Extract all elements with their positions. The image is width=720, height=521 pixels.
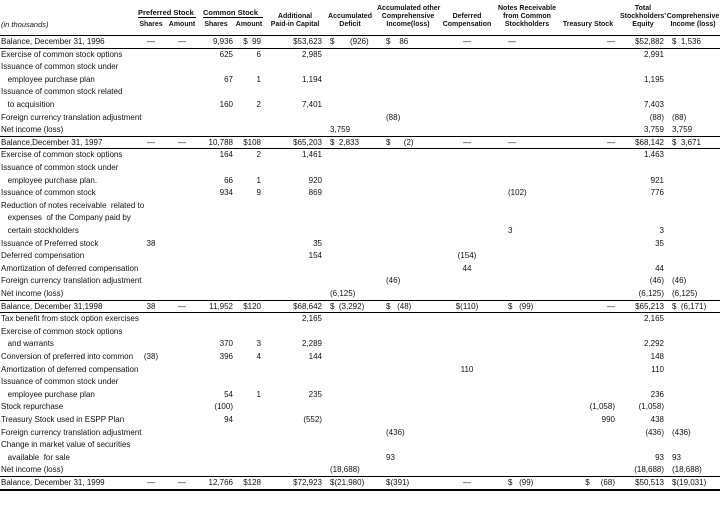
row-label: Exercise of common stock options <box>1 150 123 160</box>
cell-deferred: (154) <box>457 251 477 261</box>
balance-rule-top <box>0 300 720 301</box>
cell-total: 776 <box>650 188 664 198</box>
row-label: certain stockholders <box>1 226 79 235</box>
cell-treasury: — <box>607 301 615 311</box>
balance-rule-top <box>0 136 720 137</box>
col-header-comp-income-line: Comprehensive <box>666 13 720 20</box>
cell-aoci: $ (2) <box>386 137 414 147</box>
col-header-total-line: Stockholders' <box>619 13 666 20</box>
cell-pref-shares: — <box>147 137 155 147</box>
row-label: Issuance of common stock under <box>1 62 119 72</box>
cell-deferred: 110 <box>460 364 474 374</box>
cell-aoci: (436) <box>386 427 405 437</box>
cell-apic: 154 <box>308 251 322 261</box>
cell-deficit: 3,759 <box>330 125 351 135</box>
cell-com-shares: 11,952 <box>209 301 233 311</box>
cell-total: 438 <box>650 415 664 424</box>
row-label: Issuance of common stock under <box>1 377 119 387</box>
cell-deficit: (18,688) <box>330 465 360 475</box>
cell-total: 3,759 <box>643 125 664 135</box>
cell-com-amount: $120 <box>243 301 261 311</box>
cell-com-amount: 6 <box>256 49 261 59</box>
cell-pref-shares: 38 <box>146 238 156 248</box>
cell-com-shares: 370 <box>219 339 233 349</box>
col-header-aoci-line: Income(loss) <box>386 21 430 28</box>
cell-comp-income: (18,688) <box>672 465 702 475</box>
cell-total: 2,991 <box>643 49 664 59</box>
cell-com-amount: $ 99 <box>243 37 261 46</box>
cell-comp-income: $(19,031) <box>672 478 707 487</box>
cell-total: $52,882 <box>635 37 664 46</box>
cell-pref-shares: 38 <box>146 301 156 311</box>
row-label: to acquisition <box>1 100 55 109</box>
cell-total: (436) <box>645 427 664 437</box>
cell-total: 110 <box>651 364 664 374</box>
row-label: and warrants <box>1 339 54 349</box>
cell-apic: 1,461 <box>301 150 322 160</box>
col-header-deferred <box>440 13 494 29</box>
cell-apic: $65,203 <box>293 137 322 147</box>
balance-row-label: Balance, December 31, 1999 <box>1 478 105 487</box>
row-label: employee purchase plan. <box>1 175 98 185</box>
cell-notes: $ (99) <box>508 478 534 487</box>
balance-row-label: Balance, December 31,1998 <box>1 301 103 311</box>
row-label: Foreign currency translation adjustment <box>1 112 142 122</box>
group-underline-common <box>203 17 263 18</box>
col-header-apic <box>266 13 324 29</box>
col-header-deficit-line: Accumulated <box>328 13 372 20</box>
col-header-treasury-line: Treasury Stock <box>562 21 614 28</box>
row-label: employee purchase plan <box>1 74 95 84</box>
cell-total: $68,142 <box>635 137 664 147</box>
balance-rule-top <box>0 476 720 477</box>
cell-apic: $53,623 <box>293 37 322 46</box>
col-header-aoci-line: Accumulated other <box>377 5 441 12</box>
cell-deficit: $ (926) <box>330 37 369 46</box>
cell-apic: 920 <box>308 175 322 185</box>
balance-row-label: Balance,December 31, 1997 <box>1 137 103 147</box>
cell-total: 2,165 <box>643 314 664 324</box>
cell-deferred: — <box>463 478 471 487</box>
row-label: employee purchase plan <box>1 389 95 399</box>
col-header-comp-income <box>666 13 720 29</box>
cell-com-shares: 9,936 <box>212 37 233 46</box>
cell-aoci: $(391) <box>386 478 410 487</box>
cell-com-shares: 94 <box>224 415 233 424</box>
col-header-pref-amount: Amount <box>168 21 196 28</box>
row-label: Reduction of notes receivable related to <box>1 200 145 210</box>
cell-com-amount: 3 <box>256 339 261 349</box>
cell-com-amount: 2 <box>256 150 261 160</box>
cell-com-amount: 2 <box>256 100 261 109</box>
row-label: Foreign currency translation adjustment <box>1 427 142 437</box>
col-header-apic-line: Additional <box>277 13 313 20</box>
group-header-preferred: Preferred Stock <box>138 8 194 17</box>
cell-pref-amount: — <box>178 301 186 311</box>
row-label: Issuance of common stock related <box>1 87 123 97</box>
cell-total: 236 <box>650 389 664 399</box>
cell-com-shares: 54 <box>224 389 233 399</box>
cell-deficit: (6,125) <box>330 289 356 298</box>
row-label: Change in market value of securities <box>1 440 131 450</box>
cell-total: 921 <box>650 175 664 185</box>
balance-rule-bottom <box>0 312 720 313</box>
group-header-common: Common Stock <box>203 8 259 17</box>
units-note: (in thousands) <box>1 20 49 29</box>
cell-total: (1,058) <box>638 402 664 412</box>
cell-deferred: — <box>463 37 471 46</box>
col-header-notes-line: Stockholders <box>504 21 550 28</box>
cell-pref-shares: (38) <box>143 352 159 361</box>
row-label: Amortization of deferred compensation <box>1 263 139 273</box>
cell-comp-income: (46) <box>672 276 687 286</box>
cell-aoci: (46) <box>386 276 401 286</box>
cell-deferred: $(110) <box>455 301 479 311</box>
col-header-deficit-line: Deficit <box>339 21 361 28</box>
cell-com-amount: $108 <box>243 137 261 147</box>
cell-pref-shares: — <box>147 37 155 46</box>
group-underline-preferred <box>138 17 196 18</box>
cell-pref-amount: — <box>178 37 186 46</box>
row-label: Issuance of common stock <box>1 188 96 198</box>
cell-pref-amount: — <box>178 137 186 147</box>
cell-deficit: $ (3,292) <box>330 301 365 311</box>
col-header-com-amount: Amount <box>235 21 263 28</box>
cell-apic: 7,401 <box>301 100 322 109</box>
balance-rule-top <box>0 35 720 36</box>
final-rule <box>0 490 720 491</box>
cell-com-shares: 164 <box>219 150 233 160</box>
cell-aoci: $ (48) <box>386 301 412 311</box>
cell-total: $50,513 <box>635 478 664 487</box>
col-header-notes-line: Notes Receivable <box>498 5 556 12</box>
row-label: Exercise of common stock options <box>1 49 123 59</box>
row-label: Net income (loss) <box>1 125 64 135</box>
row-label: Conversion of preferred into common <box>1 352 134 361</box>
row-label: Foreign currency translation adjustment <box>1 276 142 286</box>
col-header-aoci-line: Comprehensive <box>381 13 435 20</box>
cell-treasury: $ (68) <box>585 478 615 487</box>
col-header-total-line: Equity <box>632 21 654 28</box>
cell-total: $65,213 <box>635 301 664 311</box>
col-header-deferred-line: Deferred <box>452 13 482 20</box>
cell-total: (6,125) <box>638 289 664 298</box>
row-label: Net income (loss) <box>1 289 64 298</box>
cell-com-shares: 934 <box>219 188 233 198</box>
cell-com-shares: 625 <box>219 49 233 59</box>
cell-comp-income: 93 <box>672 452 681 462</box>
cell-pref-shares: — <box>147 478 155 487</box>
col-header-deficit <box>324 13 376 29</box>
cell-treasury: (1,058) <box>589 402 615 412</box>
row-label: expenses of the Company paid by <box>1 213 131 223</box>
cell-total: 93 <box>655 452 664 462</box>
cell-com-shares: (100) <box>214 402 233 412</box>
row-label: Stock repurchase <box>1 402 64 412</box>
cell-total: 44 <box>655 263 664 273</box>
row-label: Tax benefit from stock option exercises <box>1 314 139 324</box>
cell-total: 7,403 <box>643 100 664 109</box>
col-header-total-line: Total <box>634 5 652 12</box>
cell-total: (18,688) <box>634 465 664 475</box>
row-label: Deferred compensation <box>1 251 85 261</box>
cell-com-shares: 12,766 <box>208 478 233 487</box>
cell-total: 2,292 <box>643 339 664 349</box>
cell-notes: — <box>508 37 516 46</box>
cell-deficit: $(21,980) <box>330 478 365 487</box>
cell-com-shares: 66 <box>224 175 233 185</box>
cell-apic: 35 <box>313 238 322 248</box>
cell-apic: (552) <box>303 415 322 424</box>
row-label: Exercise of common stock options <box>1 326 123 336</box>
col-header-total <box>618 5 668 29</box>
cell-comp-income: $ 1,536 <box>672 37 701 46</box>
cell-com-amount: $128 <box>243 478 261 487</box>
cell-apic: 869 <box>308 188 322 198</box>
cell-total: (88) <box>649 112 664 122</box>
cell-com-amount: 1 <box>256 389 261 399</box>
balance-rule-bottom <box>0 148 720 149</box>
col-header-pref-shares: Shares <box>139 21 163 28</box>
balance-row-label: Balance, December 31, 1996 <box>1 37 105 46</box>
cell-total: 1,463 <box>643 150 664 160</box>
cell-treasury: — <box>607 37 615 46</box>
cell-comp-income: (436) <box>672 427 691 437</box>
cell-com-amount: 9 <box>256 188 261 198</box>
row-label: Treasury Stock used in ESPP Plan <box>1 415 125 424</box>
col-header-deferred-line: Compensation <box>442 21 492 28</box>
cell-com-amount: 1 <box>256 74 261 84</box>
cell-notes: — <box>508 137 516 147</box>
cell-total: 3 <box>659 226 664 235</box>
cell-com-amount: 1 <box>256 175 261 185</box>
col-header-com-shares: Shares <box>204 21 228 28</box>
cell-apic: $72,923 <box>293 478 322 487</box>
cell-total: 1,195 <box>643 74 664 84</box>
cell-aoci: $ 86 <box>386 37 409 46</box>
col-header-apic-line: Paid-in Capital <box>270 21 320 28</box>
row-label: Net income (loss) <box>1 465 64 475</box>
row-label: Issuance of common stock under <box>1 163 119 172</box>
cell-notes: 3 <box>508 226 513 235</box>
cell-pref-amount: — <box>178 478 186 487</box>
cell-com-shares: 67 <box>224 74 233 84</box>
col-header-comp-income-line: Income (loss) <box>670 21 716 28</box>
cell-deficit: $ 2,833 <box>330 137 359 147</box>
cell-apic: 2,985 <box>301 49 322 59</box>
balance-rule-bottom <box>0 48 720 49</box>
cell-notes: $ (99) <box>508 301 534 311</box>
row-label: Issuance of Preferred stock <box>1 238 99 248</box>
cell-comp-income: (6,125) <box>672 289 698 298</box>
cell-aoci: 93 <box>386 452 395 462</box>
row-label: available for sale <box>1 452 70 462</box>
cell-apic: 2,289 <box>301 339 322 349</box>
cell-com-shares: 160 <box>219 100 233 109</box>
cell-aoci: (88) <box>386 112 401 122</box>
cell-comp-income: (88) <box>672 112 687 122</box>
col-header-aoci <box>377 5 439 29</box>
cell-apic: 1,194 <box>301 74 322 84</box>
col-header-notes <box>495 5 559 29</box>
cell-treasury: 990 <box>601 415 615 424</box>
cell-deferred: — <box>463 137 471 147</box>
cell-total: 148 <box>650 352 664 361</box>
cell-apic: 235 <box>308 389 322 399</box>
cell-apic: 144 <box>308 352 322 361</box>
cell-notes: (102) <box>508 188 527 198</box>
cell-total: 35 <box>655 238 664 248</box>
cell-comp-income: $ (6,171) <box>672 301 707 311</box>
cell-total: (46) <box>649 276 664 286</box>
cell-comp-income: $ 3,671 <box>672 137 701 147</box>
cell-com-amount: 4 <box>256 352 261 361</box>
cell-comp-income: 3,759 <box>672 125 693 135</box>
cell-apic: 2,165 <box>301 314 322 324</box>
cell-com-shares: 396 <box>219 352 233 361</box>
cell-treasury: — <box>607 137 615 147</box>
col-header-treasury <box>558 21 618 29</box>
cell-com-shares: 10,788 <box>208 137 233 147</box>
row-label: Amortization of deferred compensation <box>1 364 139 374</box>
col-header-notes-line: from Common <box>503 13 551 20</box>
cell-apic: $68,642 <box>293 301 322 311</box>
cell-deferred: 44 <box>462 263 472 273</box>
